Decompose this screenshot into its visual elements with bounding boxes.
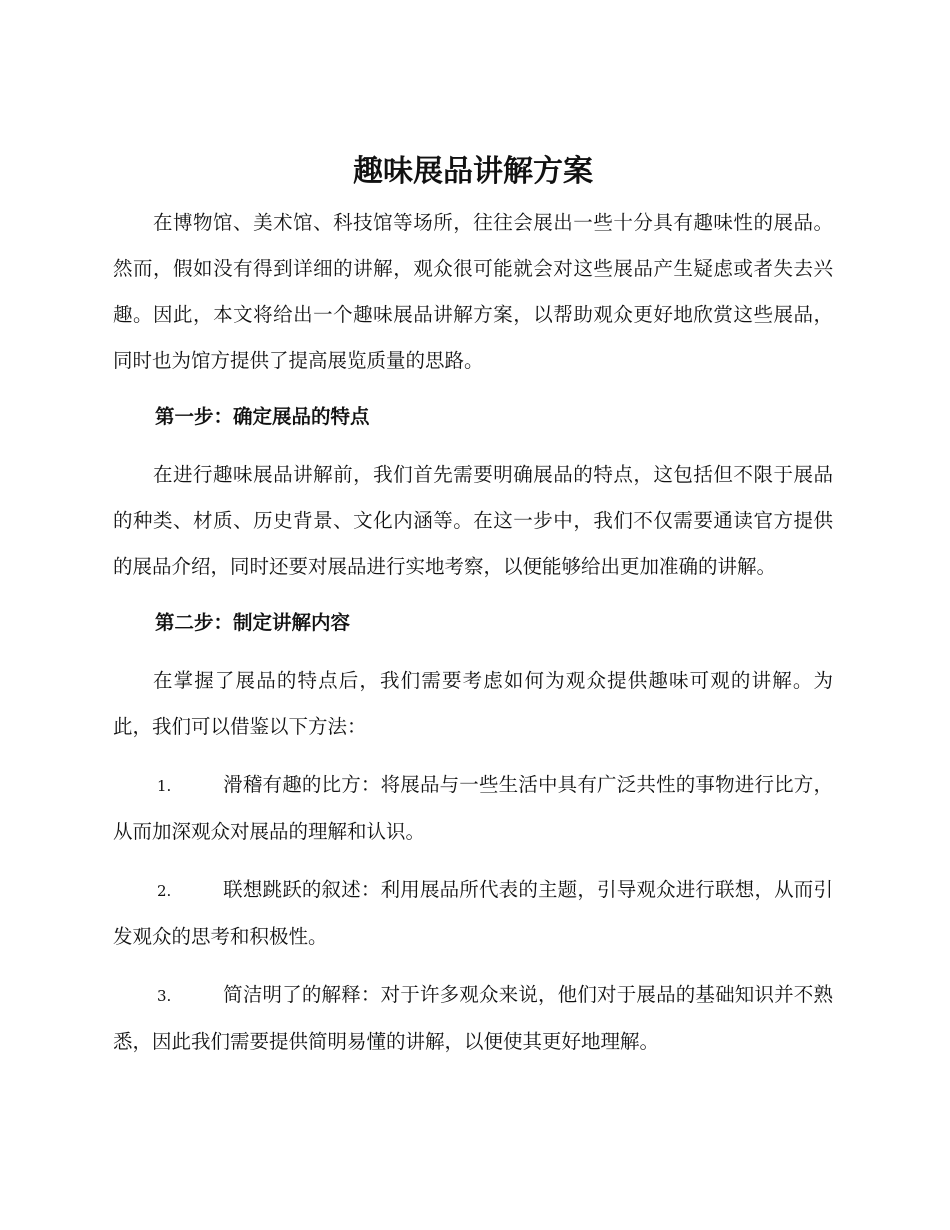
list-item-number: 2. [157,882,172,900]
section-heading-step-1: 第一步：确定展品的特点 [155,405,370,428]
spacer [113,855,833,867]
list-item [113,972,833,1065]
section-body-step-2: 在掌握了展品的特点后，我们需要考虑如何为观众提供趣味可观的讲解。为此，我们可以借鉴以下方法： [113,669,833,738]
spacer [113,750,833,762]
section-body-step-1: 在进行趣味展品讲解前，我们首先需要明确展品的特点，这包括但不限于展品的种类、材质、历史背景、文化内涵等。在这一步中，我们不仅需要通读官方提供的展品介绍，同时还要对展品进行实地考察，以便能够给出更加准确的讲解。 [113,463,833,578]
list-item-number: 3. [157,987,172,1005]
list-item-text: 联想跳跃的叙述：利用展品所代表的主题，引导观众进行联想，从而引发观众的思考和积极性。 [113,878,833,948]
spacer [113,590,833,600]
spacer [113,384,833,394]
section-heading-step-2: 第二步：制定讲解内容 [155,611,351,634]
list-item [113,762,833,855]
list-item-text: 简洁明了的解释：对于许多观众来说，他们对于展品的基础知识并不熟悉，因此我们需要提供简明易懂的讲解，以便使其更好地理解。 [113,983,833,1053]
list-item [113,867,833,960]
document-title: 趣味展品讲解方案 [353,154,593,189]
spacer [113,440,833,452]
list-item-text: 滑稽有趣的比方：将展品与一些生活中具有广泛共性的事物进行比方，从而加深观众对展品的理解和认识。 [113,773,833,843]
intro-paragraph: 在博物馆、美术馆、科技馆等场所，往往会展出一些十分具有趣味性的展品。然而，假如没有得到详细的讲解，观众很可能就会对这些展品产生疑虑或者失去兴趣。因此，本文将给出一个趣味展品讲解方案，以帮助观众更好地欣赏这些展品，同时也为馆方提供了提高展览质量的思路。 [113,211,833,372]
spacer [113,646,833,658]
list-item-number: 1. [157,777,172,795]
spacer [113,960,833,972]
document-body [113,150,833,1065]
